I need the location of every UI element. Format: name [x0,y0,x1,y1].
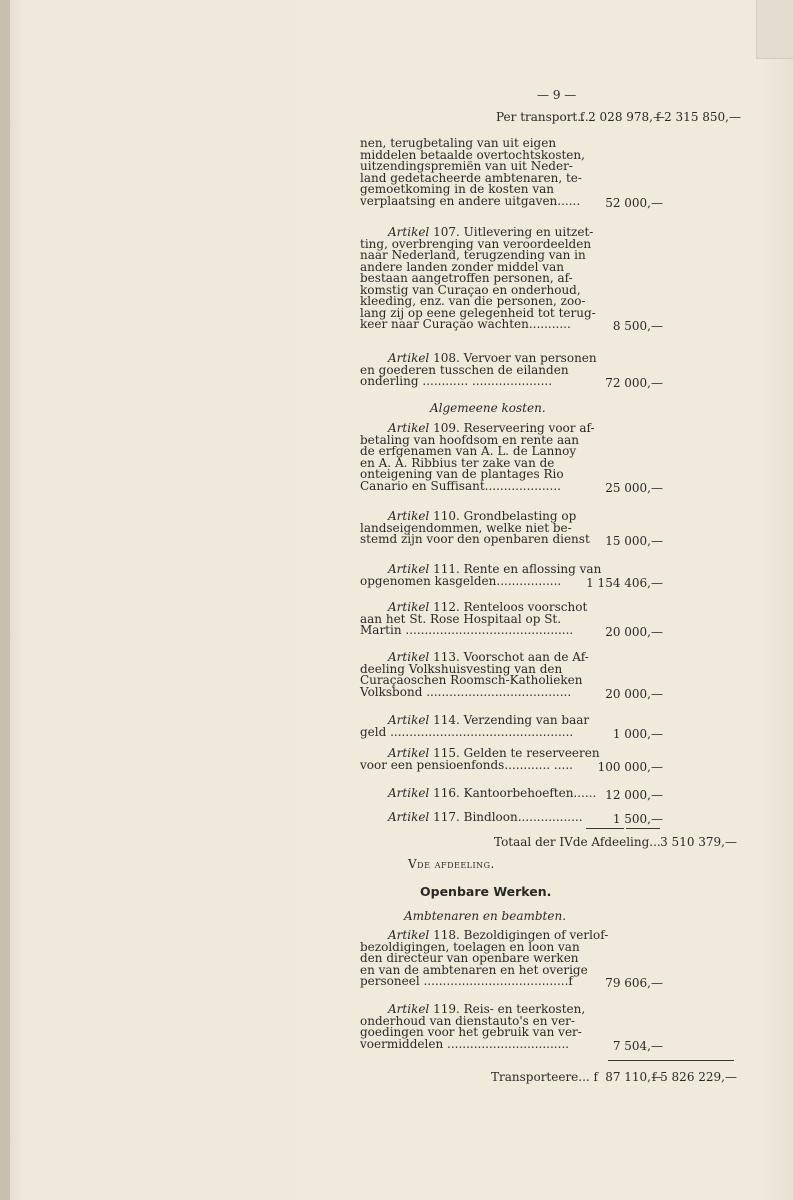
entry-text: 116. Kantoorbehoeften...... [429,786,597,800]
entry-text: 107. Uitlevering en uitzet- [429,225,594,239]
subsection-heading: Ambtenaren en beambten. [404,909,567,923]
entry-line: verplaatsing en andere uitgaven...... [360,193,581,208]
entry-amount: 1 000,— [612,726,663,741]
entry-line: opgenomen kasgelden................. [360,573,562,588]
entry-line: lang zij op eene gelegenheid tot terug- [360,305,596,320]
entry-text: 117. Bindloon................. [429,810,583,824]
entry-amount: 52 000,— [605,195,663,210]
entry-text: 115. Gelden te reserveeren [429,746,600,760]
entry-line: en A. A. Ribbius ter zake van de [360,455,555,470]
entry-line: voermiddelen ................................ [360,1036,570,1051]
entry-line: de erfgenamen van A. L. de Lannoy [360,444,577,458]
entry-text: 114. Verzending van baar [429,713,590,727]
entry-line: naar Nederland, terugzending van in [360,248,586,262]
entry-amount: 72 000,— [605,376,663,390]
entry-line: personeel ......................................f [360,974,573,988]
carry-forward-label: Transporteere... f [491,1070,598,1084]
article-word: Artikel [388,600,430,614]
binding-spine [0,0,10,1200]
entry-line: landseigendommen, welke niet be- [360,520,572,535]
entry-line: keer naar Curaçao wachten........... [360,317,571,331]
entry-line: middelen betaalde overtochtskosten, [360,147,585,162]
entry-amount: 25 000,— [605,480,663,495]
entry-line: komstig van Curaçao en onderhoud, [360,282,581,297]
entry-amount: 7 504,— [612,1038,663,1053]
transport-amount-2: f 2 315 850,— [655,110,741,124]
entry-line: den directeur van openbare werken [360,951,579,965]
entry-line: stemd zijn voor den openbaren dienst [360,532,590,546]
entry-line: bestaan aangetroffen personen, af- [360,271,573,285]
article-word: Artikel [388,421,430,435]
entry-line: en goederen tusschen de eilanden [360,362,569,377]
article-word: Artikel [388,746,430,760]
transport-label: Per transport... [496,110,589,124]
entry-text: 111. Rente en aflossing van [429,562,602,576]
entry-line: voor een pensioenfonds............ ..... [360,757,573,772]
entry-line: land gedetacheerde ambtenaren, te- [360,170,582,185]
entry-line: deeling Volkshuisvesting van den [360,661,563,676]
entry-line: Martin ............................................ [360,623,574,637]
entry-amount: 8 500,— [612,319,663,333]
entry-amount: 100 000,— [597,759,663,774]
section-heading-general: Algemeene kosten. [430,401,546,415]
entry-line: nen, terugbetaling van uit eigen [360,136,557,150]
transport-rule [608,1060,734,1061]
entry-amount: 15 000,— [605,534,663,548]
entry-amount: 12 000,— [605,788,663,802]
article-word: Artikel [388,786,430,800]
entry-amount: 20 000,— [605,625,663,639]
entry-line: betaling van hoofdsom en rente aan [360,432,579,447]
total-amount: 3 510 379,— [660,835,737,849]
entry-text: 108. Vervoer van personen [429,351,597,365]
entry-amount: 1 500,— [612,812,663,826]
entry-line: onderling ............ ..................... [360,374,553,388]
entry-line: uitzendingspremiën van uit Neder- [360,159,573,173]
division-title: Openbare Werken. [420,884,552,899]
entry-amount: 20 000,— [605,686,663,701]
entry-line: goedingen voor het gebruik van ver- [360,1025,582,1039]
entry-first-line [388,787,596,800]
entry-line: geld ................................................ [360,724,574,739]
entry-line: Curaçaoschen Roomsch-Katholieken [360,673,583,687]
entry-text: 119. Reis- en teerkosten, [429,1002,586,1016]
article-word: Artikel [388,225,430,239]
carry-forward-amount-2: f 5 826 229,— [651,1070,737,1084]
entry-text: 110. Grondbelasting op [429,509,577,523]
page-corner [756,0,793,59]
sum-rule-left [586,828,624,829]
entry-line: andere landen zonder middel van [360,259,564,274]
entry-text: 113. Voorschot aan de Af- [429,650,589,664]
entry-line: en van de ambtenaren en het overige [360,962,588,977]
entry-text: 109. Reserveering voor af- [429,421,595,435]
article-word: Artikel [388,810,430,824]
entry-line: aan het St. Rose Hospitaal op St. [360,611,562,626]
article-word: Artikel [388,650,430,664]
article-word: Artikel [388,928,430,942]
entry-line: bezoldigingen, toelagen en loon van [360,939,580,954]
page-number: — 9 — [537,88,577,102]
sum-rule-right [626,828,660,829]
entry-line: onderhoud van dienstauto's en ver- [360,1013,575,1028]
article-word: Artikel [388,713,430,727]
transport-amount-1: f 2 028 978,— [579,110,665,124]
entry-line: Canario en Suffisant.................... [360,478,561,493]
entry-amount: 79 606,— [605,976,663,990]
entry-line: gemoetkoming in de kosten van [360,182,555,196]
entry-text: 112. Renteloos voorschot [429,600,588,614]
total-label: Totaal der IVde Afdeeling... [494,835,661,849]
carry-forward-amount-1: 87 110,— [605,1070,663,1084]
entry-line: ting, overbrenging van veroordeelden [360,236,592,251]
entry-amount: 1 154 406,— [586,575,663,590]
entry-first-line [388,811,583,824]
division-label: Vde afdeeling. [408,857,495,871]
article-word: Artikel [388,1002,430,1016]
entry-line: kleeding, enz. van die personen, zoo- [360,294,586,308]
entry-text: 118. Bezoldigingen of verlof- [429,928,609,942]
entry-line: Volksbond ...................................... [360,684,572,699]
article-word: Artikel [388,509,430,523]
article-word: Artikel [388,562,430,576]
entry-line: onteigening van de plantages Rio [360,467,564,481]
article-word: Artikel [388,351,430,365]
